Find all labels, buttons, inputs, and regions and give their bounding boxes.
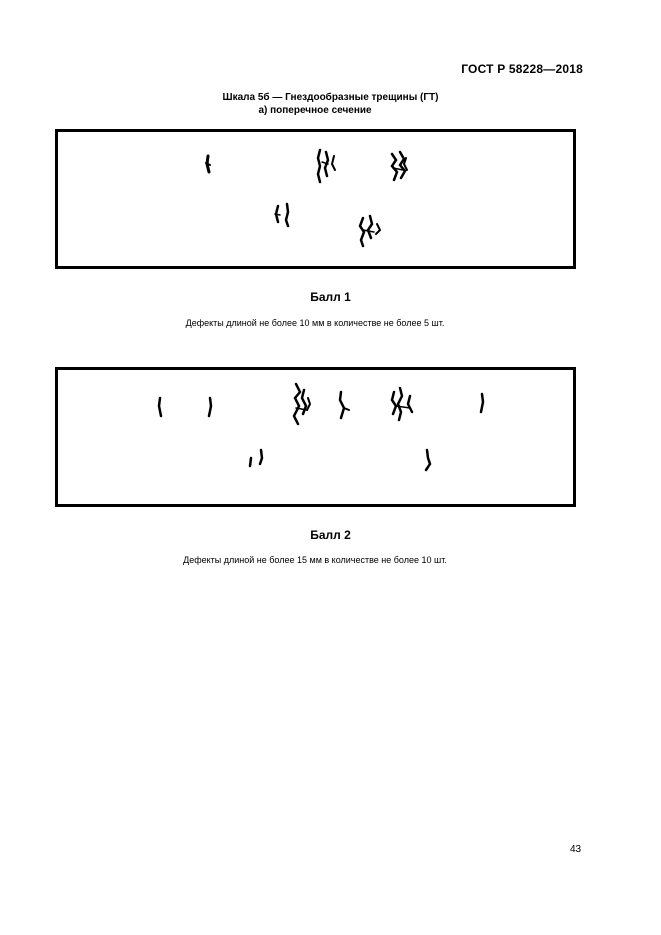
crack-mark — [392, 154, 397, 180]
crack-mark — [426, 450, 430, 470]
crack-mark — [404, 158, 407, 170]
crack-mark — [481, 394, 483, 412]
defect-sketch-score-2 — [58, 370, 573, 504]
crack-mark — [398, 388, 402, 420]
score-description-1: Дефекты длиной не более 10 мм в количестве не более 5 шт. — [185, 318, 445, 328]
crack-mark — [360, 218, 364, 246]
crack-mark — [286, 204, 288, 226]
crack-mark — [307, 398, 310, 410]
crack-mark — [275, 214, 280, 215]
crack-mark — [260, 450, 262, 464]
crack-mark — [294, 384, 300, 424]
crack-mark — [209, 398, 211, 416]
standard-code: ГОСТ Р 58228—2018 — [461, 62, 583, 76]
score-label-1: Балл 1 — [310, 290, 351, 304]
crack-mark — [250, 458, 251, 466]
score-label-2: Балл 2 — [310, 528, 351, 542]
score-description-2: Дефекты длиной не более 15 мм в количестве не более 10 шт. — [183, 555, 447, 565]
crack-mark — [340, 392, 344, 418]
figure-subtitle: а) поперечное сечение — [258, 105, 372, 116]
crack-mark — [332, 156, 335, 170]
crack-mark — [368, 216, 372, 238]
crack-mark — [318, 150, 320, 182]
crack-mark — [408, 396, 412, 412]
defect-sketch-score-1 — [58, 132, 573, 266]
crack-mark — [159, 398, 161, 416]
defect-panel-score-1 — [55, 129, 576, 269]
page-number: 43 — [570, 844, 582, 855]
defect-panel-score-2 — [55, 367, 576, 507]
crack-mark — [392, 392, 396, 414]
figure-title: Шкала 5б — Гнездообразные трещины (ГТ) — [222, 92, 439, 103]
crack-mark — [376, 224, 380, 234]
